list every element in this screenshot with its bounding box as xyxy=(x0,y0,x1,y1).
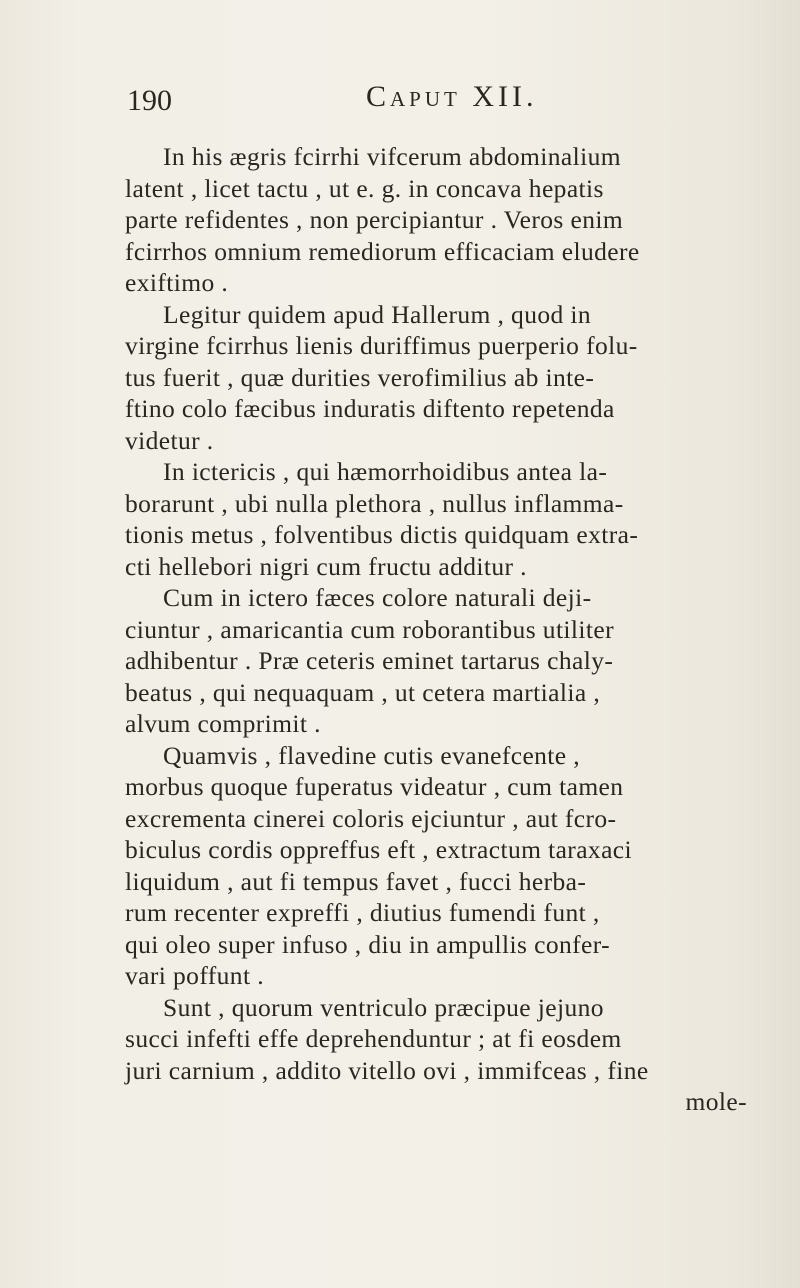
text-line: adhibentur . Præ ceteris eminet tartarus chaly- xyxy=(125,646,614,675)
text-line: fcirrhos omnium remediorum efficaciam eludere xyxy=(125,236,640,266)
text-line: Quamvis , flavedine cutis evanefcente , xyxy=(163,740,581,770)
text-line: latent , licet tactu , ut e. g. in concava hepatis xyxy=(125,173,604,203)
text-line: excrementa cinerei coloris ejciuntur , aut fcro- xyxy=(125,803,617,833)
text-line: morbus quoque fuperatus videatur , cum tamen xyxy=(125,772,624,801)
body-text xyxy=(125,141,795,1118)
text-line: Cum in ictero fæces colore naturali deji- xyxy=(163,583,592,612)
text-line: tionis metus , folventibus dictis quidquam extra- xyxy=(125,520,639,549)
text-line: ftino colo fæcibus induratis diftento repetenda xyxy=(125,394,615,423)
running-head: Caput XII. xyxy=(366,80,538,113)
text-line: ciuntur , amaricantia cum roborantibus utiliter xyxy=(125,614,614,644)
text-line: rum recenter expreffi , diutius fumendi funt , xyxy=(125,898,600,927)
page-header xyxy=(0,80,800,120)
text-line: parte refidentes , non percipiantur . Veros enim xyxy=(125,205,624,234)
text-line: Sunt , quorum ventriculo præcipue jejuno xyxy=(163,992,604,1022)
text-line: alvum comprimit . xyxy=(125,709,321,738)
text-line: beatus , qui nequaquam , ut cetera martialia , xyxy=(125,677,601,707)
catchword: mole- xyxy=(685,1087,747,1116)
text-line: succi infefti effe deprehenduntur ; at fi eosdem xyxy=(125,1024,622,1053)
text-line: qui oleo super infuso , diu in ampullis confer- xyxy=(125,929,610,959)
text-line: virgine fcirrhus lienis duriffimus puerperio folu- xyxy=(125,331,638,360)
page-number: 190 xyxy=(127,84,172,117)
text-line: juri carnium , addito vitello ovi , immifceas , fine xyxy=(125,1055,649,1085)
text-line: In ictericis , qui hæmorrhoidibus antea la- xyxy=(163,457,608,486)
text-line: cti hellebori nigri cum fructu additur . xyxy=(125,551,527,581)
text-line: exiftimo . xyxy=(125,268,229,297)
text-line: tus fuerit , quæ durities verofimilius ab inte- xyxy=(125,362,595,392)
text-line: Legitur quidem apud Hallerum , quod in xyxy=(163,299,592,329)
text-line: In his ægris fcirrhi vifcerum abdominalium xyxy=(163,142,621,171)
text-line: borarunt , ubi nulla plethora , nullus inflamma- xyxy=(125,488,624,518)
text-line: liquidum , aut fi tempus favet , fucci herba- xyxy=(125,866,587,896)
text-line: vari poffunt . xyxy=(125,961,264,990)
text-line: biculus cordis oppreffus eft , extractum taraxaci xyxy=(125,835,632,864)
text-line: videtur . xyxy=(125,425,214,455)
